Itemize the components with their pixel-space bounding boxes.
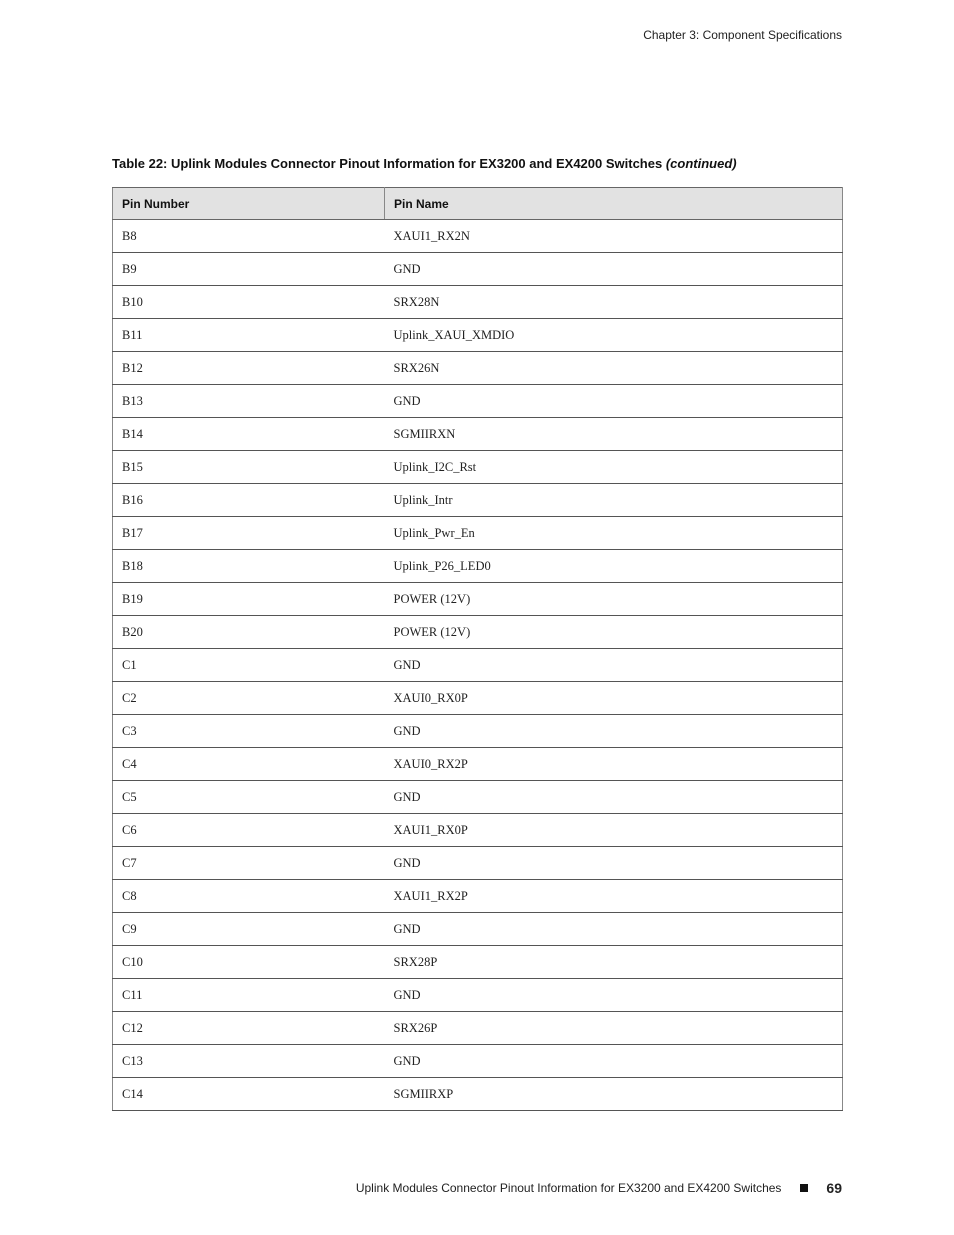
pin-number-cell: C2 <box>113 682 385 715</box>
table-row <box>113 517 843 550</box>
pin-number-cell: C3 <box>113 715 385 748</box>
pin-number-cell: B8 <box>113 220 385 253</box>
table-caption <box>112 156 737 171</box>
pin-number-cell: B20 <box>113 616 385 649</box>
pin-name-cell: XAUI1_RX2P <box>385 880 843 913</box>
running-header: Chapter 3: Component Specifications <box>643 28 842 42</box>
pin-name-cell: XAUI1_RX2N <box>385 220 843 253</box>
pin-name-cell: POWER (12V) <box>385 583 843 616</box>
table-row <box>113 913 843 946</box>
table-caption-continued: (continued) <box>665 156 737 171</box>
pin-name-cell: GND <box>385 1045 843 1078</box>
table-row <box>113 616 843 649</box>
table-row <box>113 781 843 814</box>
pin-name-cell: GND <box>385 913 843 946</box>
pin-name-cell: SGMIIRXN <box>385 418 843 451</box>
table-caption-title: Table 22: Uplink Modules Connector Pinout Information for EX3200 and EX4200 Switches <box>112 156 663 171</box>
pin-number-cell: C7 <box>113 847 385 880</box>
table-row <box>113 880 843 913</box>
table-row <box>113 385 843 418</box>
pin-number-cell: B17 <box>113 517 385 550</box>
pin-name-cell: Uplink_P26_LED0 <box>385 550 843 583</box>
pin-name-cell: GND <box>385 385 843 418</box>
pin-number-cell: B13 <box>113 385 385 418</box>
pin-number-cell: C4 <box>113 748 385 781</box>
pin-number-cell: B9 <box>113 253 385 286</box>
table-row <box>113 484 843 517</box>
table-row <box>113 319 843 352</box>
table-row <box>113 946 843 979</box>
pin-number-cell: C6 <box>113 814 385 847</box>
pin-number-cell: B14 <box>113 418 385 451</box>
pin-number-cell: B10 <box>113 286 385 319</box>
pin-number-cell: C8 <box>113 880 385 913</box>
pin-name-cell: GND <box>385 979 843 1012</box>
running-footer <box>356 1180 842 1196</box>
pin-name-cell: Uplink_Pwr_En <box>385 517 843 550</box>
pin-number-cell: B19 <box>113 583 385 616</box>
pin-number-cell: B12 <box>113 352 385 385</box>
table-row <box>113 253 843 286</box>
pin-number-cell: B18 <box>113 550 385 583</box>
column-header-pin-number: Pin Number <box>113 188 385 220</box>
pin-number-cell: C1 <box>113 649 385 682</box>
table-row <box>113 418 843 451</box>
pin-number-cell: C12 <box>113 1012 385 1045</box>
pin-name-cell: XAUI1_RX0P <box>385 814 843 847</box>
pin-name-cell: XAUI0_RX2P <box>385 748 843 781</box>
pin-name-cell: SGMIIRXP <box>385 1078 843 1111</box>
square-bullet-icon <box>800 1184 808 1192</box>
table-row <box>113 682 843 715</box>
table-row <box>113 583 843 616</box>
pin-name-cell: SRX26P <box>385 1012 843 1045</box>
pin-name-cell: SRX26N <box>385 352 843 385</box>
pin-name-cell: GND <box>385 649 843 682</box>
pin-number-cell: B11 <box>113 319 385 352</box>
pin-name-cell: GND <box>385 253 843 286</box>
pin-number-cell: C13 <box>113 1045 385 1078</box>
table-row <box>113 220 843 253</box>
column-header-pin-name: Pin Name <box>385 188 843 220</box>
pin-number-cell: C11 <box>113 979 385 1012</box>
pin-name-cell: XAUI0_RX0P <box>385 682 843 715</box>
table-row <box>113 748 843 781</box>
pin-name-cell: GND <box>385 781 843 814</box>
pin-number-cell: C9 <box>113 913 385 946</box>
table-row <box>113 286 843 319</box>
pin-name-cell: SRX28N <box>385 286 843 319</box>
table-row <box>113 1012 843 1045</box>
pin-name-cell: GND <box>385 847 843 880</box>
table-row <box>113 814 843 847</box>
pin-name-cell: GND <box>385 715 843 748</box>
table-row <box>113 649 843 682</box>
table-row <box>113 715 843 748</box>
pin-number-cell: C10 <box>113 946 385 979</box>
table-row <box>113 1045 843 1078</box>
table-row <box>113 979 843 1012</box>
table-body <box>113 220 843 1111</box>
table-row <box>113 352 843 385</box>
pin-number-cell: B16 <box>113 484 385 517</box>
table-row <box>113 1078 843 1111</box>
pin-number-cell: C14 <box>113 1078 385 1111</box>
footer-section-title: Uplink Modules Connector Pinout Information for EX3200 and EX4200 Switches <box>355 1181 782 1195</box>
pin-number-cell: B15 <box>113 451 385 484</box>
pin-number-cell: C5 <box>113 781 385 814</box>
table-row <box>113 847 843 880</box>
pinout-table <box>112 187 843 1111</box>
page-number: 69 <box>826 1180 842 1196</box>
pin-name-cell: SRX28P <box>385 946 843 979</box>
pin-name-cell: Uplink_XAUI_XMDIO <box>385 319 843 352</box>
pin-name-cell: Uplink_I2C_Rst <box>385 451 843 484</box>
pin-name-cell: Uplink_Intr <box>385 484 843 517</box>
pin-name-cell: POWER (12V) <box>385 616 843 649</box>
table-row <box>113 550 843 583</box>
table-row <box>113 451 843 484</box>
table-header-row <box>113 188 843 220</box>
